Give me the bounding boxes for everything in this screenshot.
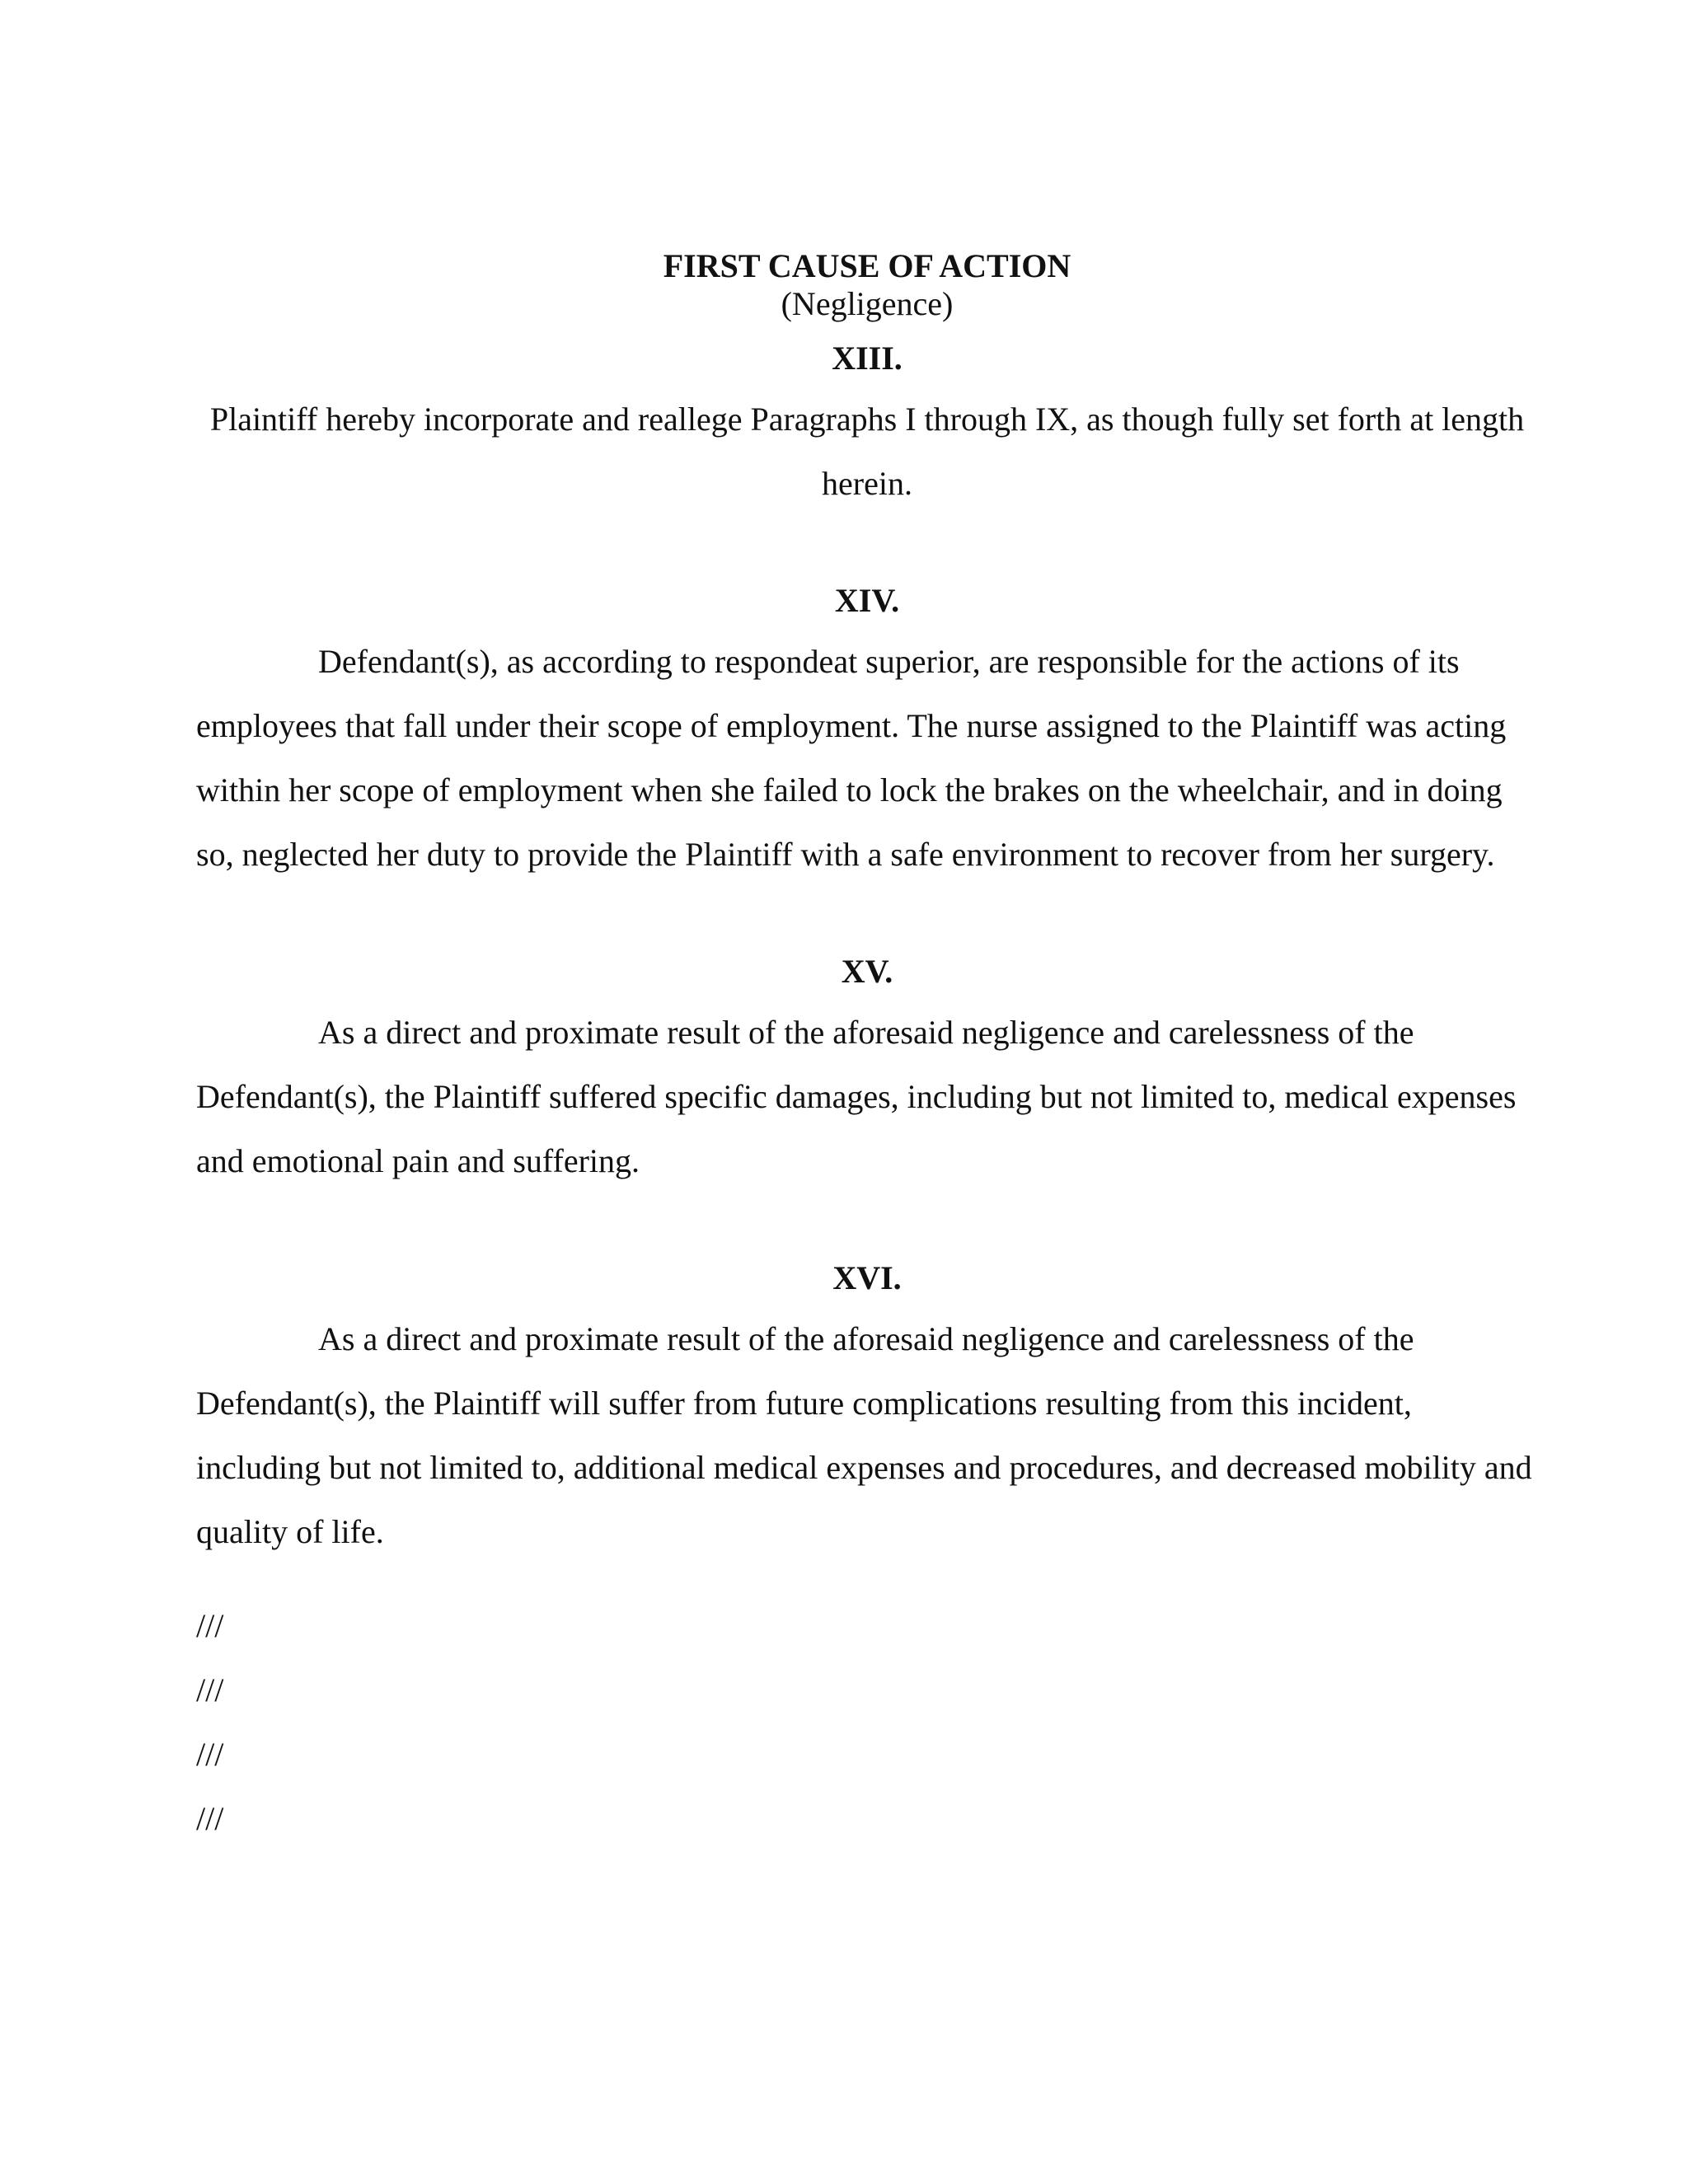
paragraph-section-xiii: [196, 340, 1538, 516]
paragraph-number: XVI.: [832, 1259, 902, 1296]
section-spacer: [196, 887, 1538, 953]
paragraph-text: Plaintiff hereby incorporate and reallege Paragraphs I through IX, as though fully set forth at length herein.: [209, 401, 1525, 502]
section-spacer: [196, 1193, 1538, 1259]
paragraph-text: Defendant(s), as according to respondeat superior, are responsible for the actions of its employees that fall under their scope of employment. The nurse assigned to the Plaintiff was acting within her scope of employment when she failed to lock the brakes on the wheelchair, and in doing so, neglected her duty to provide the Plaintiff with a safe environment to recover from her surgery.: [196, 643, 1507, 873]
continuation-mark: ///: [196, 1800, 224, 1837]
paragraph-number: XIII.: [832, 340, 903, 377]
cause-of-action-title: FIRST CAUSE OF ACTION: [663, 247, 1071, 284]
section-spacer: [196, 516, 1538, 582]
paragraph-number: XV.: [841, 953, 893, 990]
continuation-marks: [196, 1594, 1538, 1851]
paragraph-text: As a direct and proximate result of the aforesaid negligence and carelessness of the Defendant(s), the Plaintiff will suffer from future complications resulting from this incident, including but not limited to, additional medical expenses and procedures, and decreased mobility and quality of life.: [196, 1320, 1532, 1550]
cause-of-action-subtitle: (Negligence): [781, 285, 954, 322]
paragraph-number: XIV.: [834, 582, 900, 619]
paragraph-section-xiv: [196, 582, 1538, 887]
paragraph-text: As a direct and proximate result of the aforesaid negligence and carelessness of the Defendant(s), the Plaintiff suffered specific damages, including but not limited to, medical expenses and emotional pain and suffering.: [196, 1014, 1517, 1179]
paragraph-section-xv: [196, 953, 1538, 1193]
paragraph-section-xvi: [196, 1259, 1538, 1564]
continuation-mark: ///: [196, 1607, 224, 1644]
continuation-mark: ///: [196, 1736, 224, 1773]
document-body: [196, 247, 1538, 1851]
continuation-mark: ///: [196, 1671, 224, 1708]
